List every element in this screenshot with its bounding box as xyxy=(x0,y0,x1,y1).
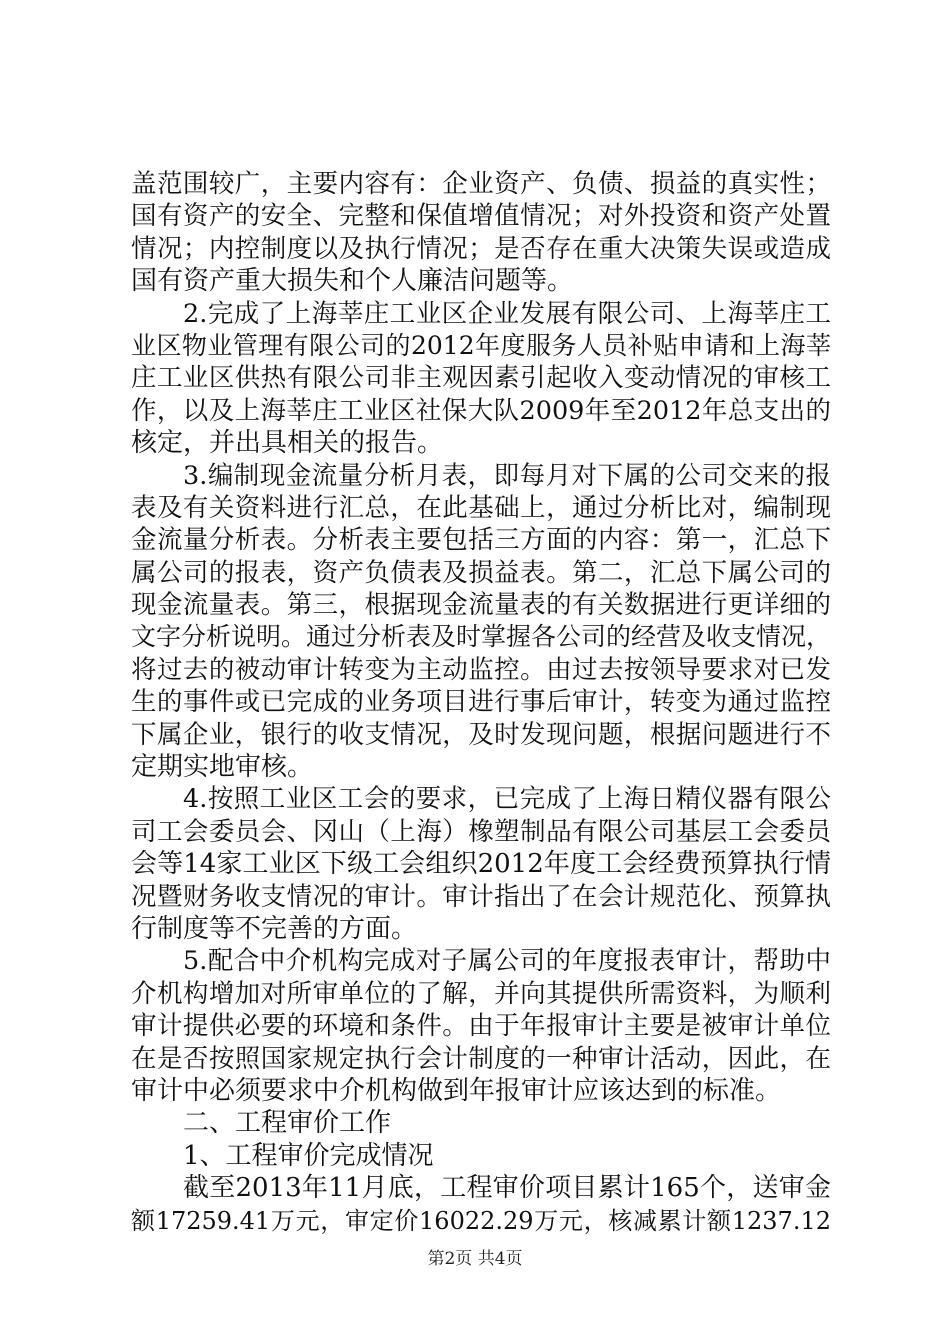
text-line: 庄工业区供热有限公司非主观因素引起收入变动情况的审核工 xyxy=(131,363,831,394)
text-line: 生的事件或已完成的业务项目进行事后审计，转变为通过监控 xyxy=(131,687,831,718)
text-line: 介机构增加对所审单位的了解，并向其提供所需资料，为顺利 xyxy=(131,978,831,1009)
paragraph-2-start: 2.完成了上海莘庄工业区企业发展有限公司、上海莘庄工 xyxy=(183,298,831,329)
text-line: 会等14家工业区下级工会组织2012年度工会经费预算执行情 xyxy=(131,849,831,880)
page-number-footer: 第2页 共4页 xyxy=(427,1249,523,1269)
text-line: 定期实地审核。 xyxy=(131,752,314,783)
text-line: 司工会委员会、冈山（上海）橡塑制品有限公司基层工会委员 xyxy=(131,816,831,847)
text-line: 盖范围较广，主要内容有：企业资产、负债、损益的真实性； xyxy=(131,169,831,199)
text-line: 况暨财务收支情况的审计。审计指出了在会计规范化、预算执 xyxy=(131,881,831,912)
text-line: 业区物业管理有限公司的2012年度服务人员补贴申请和上海莘 xyxy=(131,330,831,360)
text-line: 情况；内控制度以及执行情况；是否存在重大决策失误或造成 xyxy=(131,233,831,264)
section-heading: 二、工程审价工作 xyxy=(183,1108,392,1139)
paragraph-5-start: 5.配合中介机构完成对子属公司的年度报表审计，帮助中 xyxy=(183,946,831,977)
text-line: 文字分析说明。通过分析表及时掌握各公司的经营及收支情况， xyxy=(131,622,832,652)
text-line: 国有资产重大损失和个人廉洁问题等。 xyxy=(131,266,574,297)
text-line: 审计提供必要的环境和条件。由于年报审计主要是被审计单位 xyxy=(131,1011,831,1042)
text-line: 在是否按照国家规定执行会计制度的一种审计活动，因此，在 xyxy=(131,1043,831,1074)
text-line: 行制度等不完善的方面。 xyxy=(131,913,418,944)
text-line: 金流量分析表。分析表主要包括三方面的内容：第一，汇总下 xyxy=(131,525,831,556)
text-line: 作，以及上海莘庄工业区社保大队2009年至2012年总支出的 xyxy=(131,395,831,426)
text-line: 额17259.41万元，审定价16022.29万元，核减累计额1237.12 xyxy=(131,1206,831,1235)
paragraph-3-start: 3.编制现金流量分析月表，即每月对下属的公司交来的报 xyxy=(183,460,831,491)
body-text xyxy=(131,168,831,1237)
subsection-heading: 1、工程审价完成情况 xyxy=(183,1140,434,1171)
text-line: 核定，并出具相关的报告。 xyxy=(131,428,444,459)
text-line: 表及有关资料进行汇总，在此基础上，通过分析比对，编制现 xyxy=(131,492,831,523)
text-line: 将过去的被动审计转变为主动监控。由过去按领导要求对已发 xyxy=(131,654,831,685)
paragraph-start: 截至2013年11月底，工程审价项目累计165个，送审金 xyxy=(183,1173,831,1204)
paragraph-4-start: 4.按照工业区工会的要求，已完成了上海日精仪器有限公 xyxy=(183,784,831,815)
text-line: 下属企业，银行的收支情况，及时发现问题，根据问题进行不 xyxy=(131,719,831,750)
text-line: 审计中必须要求中介机构做到年报审计应该达到的标准。 xyxy=(131,1075,782,1106)
text-line: 现金流量表。第三，根据现金流量表的有关数据进行更详细的 xyxy=(131,590,831,621)
text-line: 属公司的报表，资产负债表及损益表。第二，汇总下属公司的 xyxy=(131,557,831,588)
text-line: 国有资产的安全、完整和保值增值情况；对外投资和资产处置 xyxy=(131,201,831,232)
